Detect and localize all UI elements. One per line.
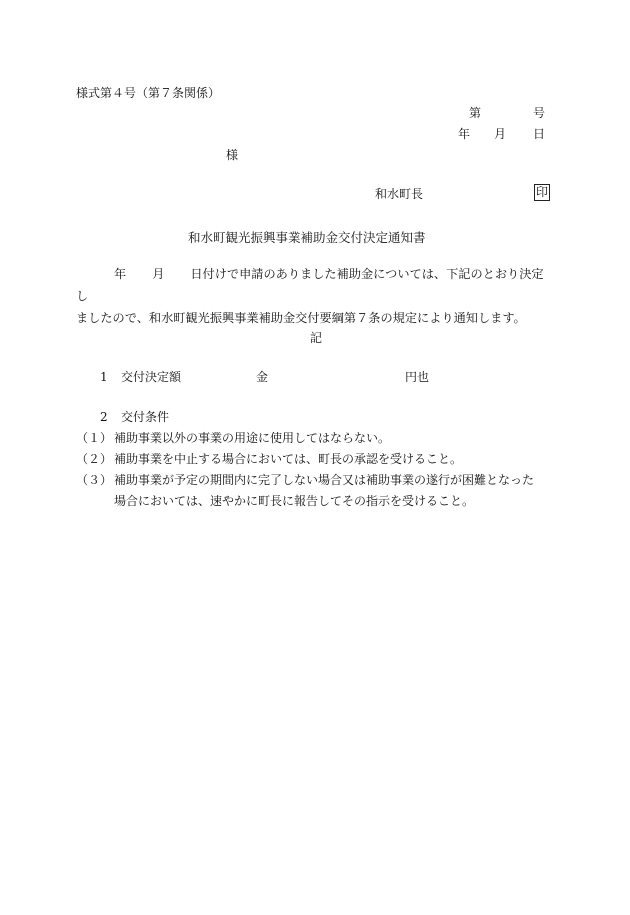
seal-char: 印: [536, 185, 549, 199]
ki-heading: 記: [310, 331, 323, 345]
item1-kin: 金: [256, 370, 269, 384]
body-paragraph: [76, 263, 554, 329]
body-line-2: ましたので、和水町観光振興事業補助金交付要綱第７条の規定により通知します。: [76, 311, 526, 325]
item1-yen: 円也: [405, 370, 430, 384]
condition-1-text: 補助事業以外の事業の用途に使用してはならない。: [114, 431, 391, 445]
condition-2-text: 補助事業を中止する場合においては、町長の承認を受けること。: [114, 452, 463, 466]
document-title: 和水町観光振興事業補助金交付決定通知書: [188, 230, 426, 245]
number-suffix: 号: [533, 106, 546, 120]
date-day: 日: [533, 127, 546, 141]
body-line-1: [76, 263, 554, 307]
date-year: 年: [458, 127, 471, 141]
condition-1-number: （１）: [76, 431, 113, 445]
condition-3-continuation: 場合においては、速やかに町長に報告してその指示を受けること。: [114, 494, 475, 508]
number-prefix: 第: [469, 106, 482, 120]
recipient-honorific: 様: [226, 148, 239, 162]
seal-mark: [534, 184, 550, 201]
body-month: 月: [152, 267, 165, 281]
condition-2-number: （２）: [76, 452, 113, 466]
condition-3-number: （３）: [76, 473, 113, 487]
form-label: 様式第４号（第７条関係）: [76, 86, 221, 100]
item2-label: 交付条件: [121, 410, 170, 424]
item2-number: 2: [100, 410, 108, 424]
body-line-1-text: 日付けで申請のありました補助金については、下記のとおり決定し: [76, 267, 544, 303]
issuer-name: 和水町長: [375, 187, 424, 201]
condition-3-text: 補助事業が予定の期間内に完了しない場合又は補助事業の遂行が困難となった: [114, 473, 535, 487]
body-year: 年: [114, 267, 127, 281]
item1-number: 1: [100, 370, 108, 384]
date-month: 月: [494, 127, 507, 141]
item1-label: 交付決定額: [121, 370, 182, 384]
